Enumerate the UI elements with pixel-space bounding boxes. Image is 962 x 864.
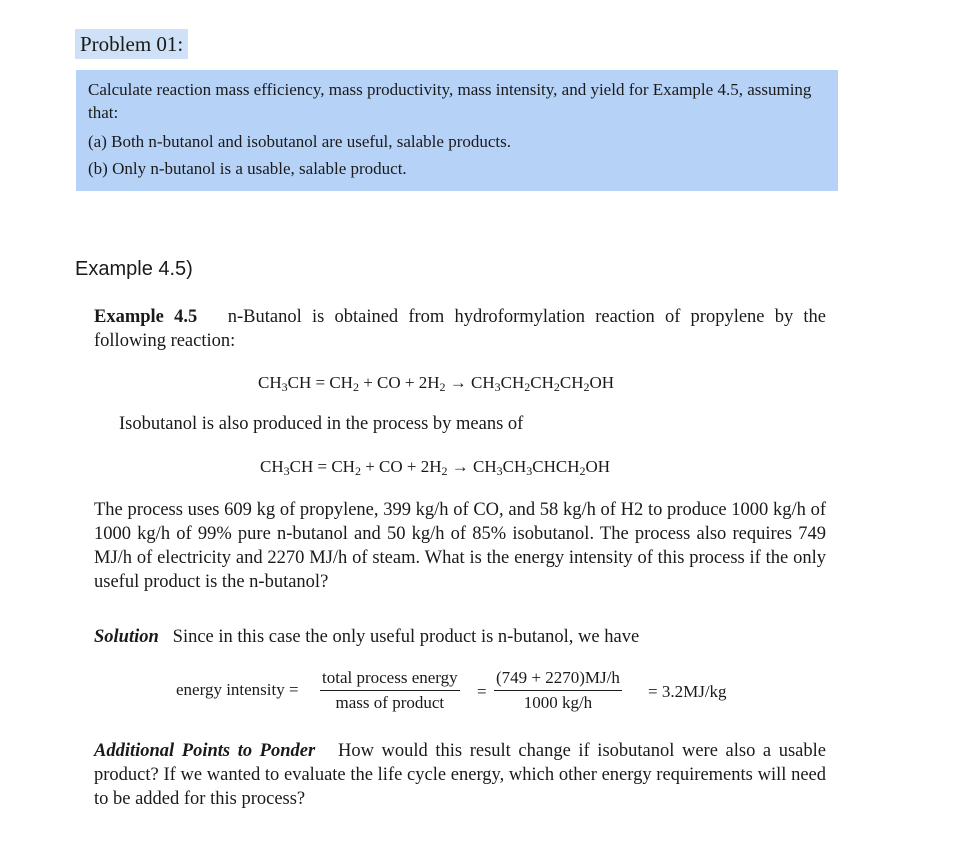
fraction-2-denominator: 1000 kg/h: [523, 693, 593, 712]
fraction-values: [494, 668, 622, 713]
problem-option-b: (b) Only n-butanol is a usable, salable product.: [88, 159, 407, 178]
fraction-1-denominator: mass of product: [335, 693, 445, 712]
reaction-1-equation: $CH_3CH = CH_2$ + CO + $2H_2 \to CH_3CH_2CH_2CH_2OH$: [258, 373, 615, 394]
equation-equals: =: [477, 682, 487, 701]
ponder-label: Additional Points to Ponder: [94, 741, 316, 761]
problem-option-a: (a) Both n-butanol and isobutanol are useful, salable products.: [88, 132, 511, 151]
solution-line: [94, 625, 639, 649]
example-heading: Example 4.5): [75, 258, 193, 280]
process-paragraph: The process uses 609 kg of propylene, 399 kg/h of CO, and 58 kg/h of H2 to produce 1000 kg/h of 1000 kg/h of 99% pure n-butanol and 50 kg/h of 85% isobutanol. The process also requires 749 MJ/h of electricity and 2270 MJ/h of steam. What is the energy intensity of this process if the only useful product is the n-butanol?: [94, 500, 826, 592]
isobutanol-line: Isobutanol is also produced in the process by means of: [119, 414, 524, 434]
problem-statement-box: [76, 70, 838, 191]
ponder-text: How would this result change if isobutanol were also a usable product? If we wanted to evaluate the life cycle energy, which other energy requirements will need to be added for this process?: [94, 741, 826, 809]
example-intro-text: n-Butanol is obtained from hydroformylation reaction of propylene by the following reaction:: [94, 307, 826, 351]
reaction-2-equation: $CH_3CH = CH_2$ + CO + $2H_2$ → $CH_3CH_3CHCH_2OH$: [260, 457, 611, 478]
problem-question: Calculate reaction mass efficiency, mass productivity, mass intensity, and yield for Example 4.5, assuming that:: [88, 80, 812, 122]
solution-text: Since in this case the only useful product is n-butanol, we have: [172, 627, 640, 647]
fraction-energy-over-mass: [320, 668, 460, 713]
equation-result: = 3.2MJ/kg: [648, 682, 727, 701]
example-intro: [94, 305, 826, 353]
fraction-1-numerator: total process energy: [320, 668, 460, 691]
fraction-2-numerator: (749 + 2270)MJ/h: [494, 668, 622, 691]
problem-title: Problem 01:: [75, 29, 188, 59]
ponder-paragraph: [94, 739, 826, 811]
solution-label: Solution: [94, 627, 159, 647]
equation-lhs: energy intensity =: [176, 680, 299, 699]
example-label: Example 4.5: [94, 307, 198, 327]
